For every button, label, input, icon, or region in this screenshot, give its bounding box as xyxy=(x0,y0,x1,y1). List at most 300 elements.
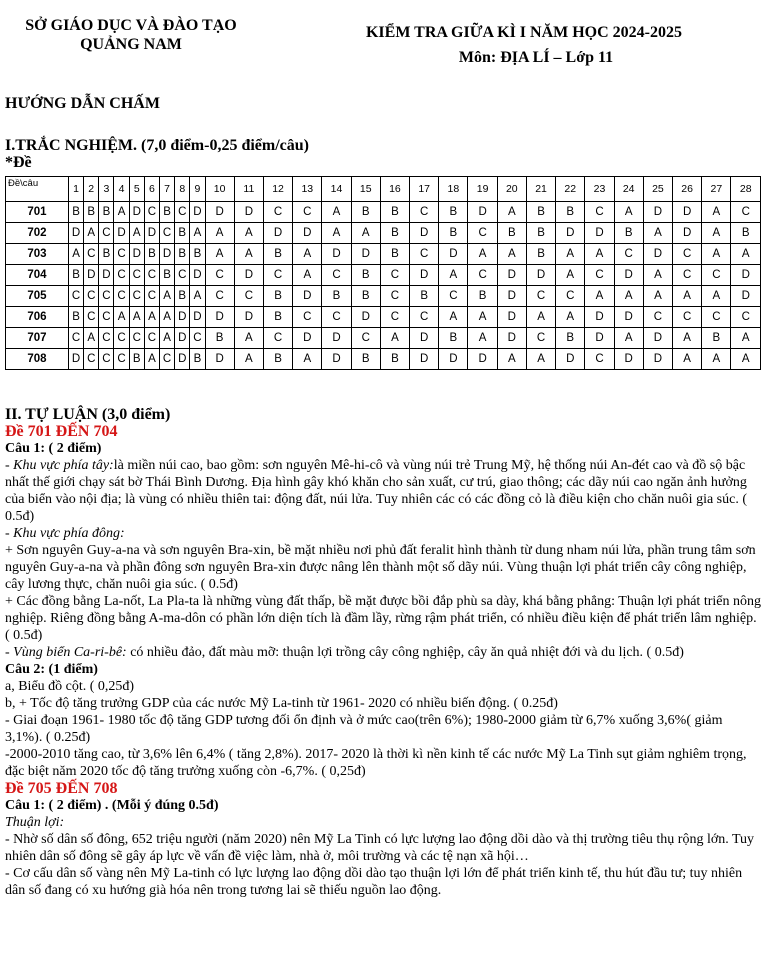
answer-cell: C xyxy=(84,286,99,307)
answer-cell: C xyxy=(175,265,190,286)
answer-cell: A xyxy=(205,244,234,265)
answer-cell: A xyxy=(234,244,263,265)
answer-cell: C xyxy=(380,307,409,328)
question-number: 6 xyxy=(144,177,159,202)
answer-cell: B xyxy=(468,286,497,307)
answer-cell: C xyxy=(322,307,351,328)
answer-cell: D xyxy=(731,265,761,286)
answer-cell: D xyxy=(439,349,468,370)
answer-row xyxy=(6,349,761,370)
question-number: 14 xyxy=(322,177,351,202)
answer-cell: A xyxy=(673,349,702,370)
answer-cell: B xyxy=(702,328,731,349)
answer-cell: C xyxy=(643,307,672,328)
answer-cell: D xyxy=(68,223,83,244)
answer-cell: A xyxy=(144,349,159,370)
answer-row xyxy=(6,286,761,307)
group1-title: Đề 701 ĐẾN 704 xyxy=(5,423,118,440)
answer-cell: B xyxy=(263,286,292,307)
answer-cell: D xyxy=(234,202,263,223)
answer-cell: D xyxy=(129,202,144,223)
answer-cell: A xyxy=(643,223,672,244)
answer-cell: C xyxy=(114,244,129,265)
exam-code: 707 xyxy=(6,328,69,349)
answer-cell: D xyxy=(497,286,526,307)
answer-cell: C xyxy=(190,328,205,349)
answer-cell: C xyxy=(263,328,292,349)
answer-cell: B xyxy=(190,244,205,265)
answer-cell: A xyxy=(234,349,263,370)
g1-question1-title: Câu 1: ( 2 điểm) xyxy=(5,441,102,456)
answer-cell: C xyxy=(263,265,292,286)
answer-cell: C xyxy=(175,202,190,223)
answer-cell: D xyxy=(643,349,672,370)
answer-row xyxy=(6,328,761,349)
answer-cell: A xyxy=(702,223,731,244)
question-number: 24 xyxy=(614,177,643,202)
answer-cell: A xyxy=(702,349,731,370)
answer-cell: A xyxy=(468,307,497,328)
answer-cell: B xyxy=(144,244,159,265)
answer-cell: A xyxy=(190,286,205,307)
section1-heading xyxy=(5,137,309,171)
answer-cell: D xyxy=(293,328,322,349)
answer-cell: C xyxy=(585,349,614,370)
answer-cell: C xyxy=(673,265,702,286)
answer-cell: C xyxy=(129,286,144,307)
answer-cell: C xyxy=(468,265,497,286)
answer-cell: B xyxy=(68,307,83,328)
answer-cell: A xyxy=(614,286,643,307)
answer-cell: C xyxy=(293,307,322,328)
section1-title: I.TRẮC NGHIỆM. (7,0 điểm-0,25 điểm/câu) xyxy=(5,137,309,154)
g1-carib-text: có nhiều đảo, đất màu mỡ: thuận lợi trồng cây công nghiệp, cây ăn quả nhiệt đới và du lịch. ( 0.5đ) xyxy=(126,645,684,660)
answer-cell: D xyxy=(190,202,205,223)
answer-cell: C xyxy=(160,223,175,244)
g1-west-paragraph xyxy=(5,457,761,525)
answer-cell: B xyxy=(380,202,409,223)
answer-cell: D xyxy=(673,223,702,244)
answer-cell: C xyxy=(144,265,159,286)
answer-cell: B xyxy=(160,202,175,223)
answer-cell: B xyxy=(68,202,83,223)
answer-cell: B xyxy=(439,223,468,244)
question-number: 25 xyxy=(643,177,672,202)
answer-cell: D xyxy=(585,307,614,328)
answer-cell: A xyxy=(731,244,761,265)
answer-cell: B xyxy=(263,349,292,370)
answer-cell: D xyxy=(731,286,761,307)
answer-cell: B xyxy=(439,202,468,223)
answer-cell: A xyxy=(614,328,643,349)
answer-cell: A xyxy=(556,244,585,265)
answer-cell: D xyxy=(526,265,555,286)
answer-cell: D xyxy=(129,244,144,265)
answer-cell: D xyxy=(614,265,643,286)
question-number: 20 xyxy=(497,177,526,202)
answer-cell: D xyxy=(351,307,380,328)
answer-cell: A xyxy=(702,202,731,223)
answer-cell: A xyxy=(322,223,351,244)
answer-cell: B xyxy=(84,202,99,223)
answer-cell: C xyxy=(585,265,614,286)
answer-cell: A xyxy=(160,328,175,349)
answer-cell: D xyxy=(293,286,322,307)
g1-q2-d: -2000-2010 tăng cao, từ 3,6% lên 6,4% ( tăng 2,8%). 2017- 2020 là thời kì nền kinh tế các nước Mỹ La Tinh sụt giảm nghiêm trọng, đặc biệt năm 2020 tốc độ tăng trưởng xuống còn -6,7%. ( 0,25đ) xyxy=(5,747,747,779)
g1-carib-paragraph xyxy=(5,644,761,661)
answer-cell: D xyxy=(99,265,114,286)
answer-cell: D xyxy=(322,244,351,265)
answer-cell: C xyxy=(99,286,114,307)
question-number: 16 xyxy=(380,177,409,202)
answer-cell: A xyxy=(84,328,99,349)
answer-cell: D xyxy=(68,349,83,370)
answer-cell: A xyxy=(731,349,761,370)
answer-cell: C xyxy=(114,265,129,286)
answer-cell: D xyxy=(556,349,585,370)
answer-cell: B xyxy=(380,349,409,370)
question-number: 7 xyxy=(160,177,175,202)
answer-row xyxy=(6,223,761,244)
g1-q2-c: - Giai đoạn 1961- 1980 tốc độ tăng GDP tương đối ổn định và ở mức cao(trên 6%); 1980-2000 giảm từ 6,7% xuống 3,6%( giảm 3,1%). ( 0.25đ) xyxy=(5,713,723,745)
answer-cell: B xyxy=(439,328,468,349)
answer-cell: D xyxy=(114,223,129,244)
answer-cell: A xyxy=(439,307,468,328)
answer-cell: D xyxy=(190,307,205,328)
answer-cell: C xyxy=(144,286,159,307)
exam-subject: Môn: ĐỊA LÍ – Lớp 11 xyxy=(458,49,614,66)
answer-cell: A xyxy=(585,286,614,307)
question-number: 21 xyxy=(526,177,555,202)
essay-section xyxy=(5,406,761,899)
answer-cell: A xyxy=(497,202,526,223)
answer-cell: C xyxy=(526,328,555,349)
answer-cell: A xyxy=(731,328,761,349)
question-number: 4 xyxy=(114,177,129,202)
answer-cell: B xyxy=(556,202,585,223)
answer-cell: C xyxy=(84,349,99,370)
answer-cell: A xyxy=(556,307,585,328)
answer-cell: B xyxy=(351,202,380,223)
answer-cell: A xyxy=(497,349,526,370)
answer-cell: B xyxy=(322,286,351,307)
answer-cell: A xyxy=(190,223,205,244)
question-number: 22 xyxy=(556,177,585,202)
answer-cell: C xyxy=(129,328,144,349)
answer-cell: C xyxy=(585,202,614,223)
answer-cell: B xyxy=(380,244,409,265)
answer-cell: B xyxy=(380,223,409,244)
group2-title: Đề 705 ĐẾN 708 xyxy=(5,780,118,797)
answer-cell: D xyxy=(205,349,234,370)
answer-cell: D xyxy=(263,223,292,244)
answer-cell: D xyxy=(322,349,351,370)
answer-cell: A xyxy=(643,286,672,307)
question-number: 12 xyxy=(263,177,292,202)
exam-code: 708 xyxy=(6,349,69,370)
exam-header xyxy=(282,20,766,70)
answer-header-row xyxy=(6,177,761,202)
answer-cell: D xyxy=(293,223,322,244)
answer-cell: C xyxy=(673,244,702,265)
exam-code: 703 xyxy=(6,244,69,265)
answer-cell: B xyxy=(526,202,555,223)
answer-cell: C xyxy=(99,328,114,349)
answer-cell: C xyxy=(293,202,322,223)
answer-cell: A xyxy=(673,328,702,349)
answer-cell: C xyxy=(99,223,114,244)
answer-cell: D xyxy=(160,244,175,265)
g2-question1-title: Câu 1: ( 2 điểm) . (Mỗi ý đúng 0.5đ) xyxy=(5,798,219,813)
answer-cell: B xyxy=(175,223,190,244)
answer-cell: A xyxy=(293,265,322,286)
answer-cell: D xyxy=(497,328,526,349)
answer-cell: A xyxy=(144,307,159,328)
answer-cell: C xyxy=(380,286,409,307)
g1-question2-title: Câu 2: (1 điểm) xyxy=(5,662,98,677)
question-number: 18 xyxy=(439,177,468,202)
g1-east-text2: + Các đồng bằng La-nốt, La Pla-ta là những vùng đất thấp, bề mặt được bồi đắp phù sa dày, khá bằng phẳng: Thuận lợi phát triển nông nghiệp. Riêng đồng bằng A-ma-dôn có phần lớn diện tích là đầm lầy, rừng rậm phát triển, có nhiều điều kiện để phát triển lâm nghiệp. ( 0.5đ) xyxy=(5,594,761,643)
answer-cell: D xyxy=(497,265,526,286)
answer-cell: B xyxy=(160,265,175,286)
answer-cell: C xyxy=(351,328,380,349)
answer-cell: D xyxy=(643,202,672,223)
answer-cell: C xyxy=(263,202,292,223)
answer-cell: C xyxy=(99,307,114,328)
answer-cell: C xyxy=(556,286,585,307)
document-title: HƯỚNG DẪN CHẤM xyxy=(5,95,160,112)
answer-cell: A xyxy=(468,244,497,265)
answer-cell: A xyxy=(234,328,263,349)
answer-cell: B xyxy=(410,286,439,307)
answer-cell: C xyxy=(114,286,129,307)
answer-cell: B xyxy=(175,286,190,307)
g1-q2-b: b, + Tốc độ tăng trưởng GDP của các nước Mỹ La-tinh từ 1961- 2020 có nhiều biến động. ( 0.25đ) xyxy=(5,696,558,711)
answer-row xyxy=(6,265,761,286)
answer-cell: D xyxy=(175,307,190,328)
answer-cell: C xyxy=(468,223,497,244)
answer-cell: A xyxy=(643,265,672,286)
answer-cell: C xyxy=(144,202,159,223)
question-number: 8 xyxy=(175,177,190,202)
answer-cell: A xyxy=(205,223,234,244)
answer-cell: A xyxy=(160,307,175,328)
answer-cell: A xyxy=(439,265,468,286)
answer-cell: A xyxy=(129,223,144,244)
section2-heading: II. TỰ LUẬN (3,0 điểm) xyxy=(5,406,171,423)
question-number: 17 xyxy=(410,177,439,202)
answer-cell: D xyxy=(643,328,672,349)
answer-cell: D xyxy=(468,202,497,223)
answer-cell: A xyxy=(351,223,380,244)
exam-code: 704 xyxy=(6,265,69,286)
answer-cell: A xyxy=(234,223,263,244)
answer-cell: A xyxy=(114,202,129,223)
answer-cell: D xyxy=(175,328,190,349)
answer-cell: A xyxy=(702,244,731,265)
answer-cell: D xyxy=(614,349,643,370)
answer-cell: D xyxy=(585,223,614,244)
answer-cell: D xyxy=(439,244,468,265)
answer-cell: A xyxy=(160,286,175,307)
answer-cell: A xyxy=(380,328,409,349)
answer-cell: C xyxy=(114,349,129,370)
question-number: 11 xyxy=(234,177,263,202)
section1-sub: *Đề xyxy=(5,154,32,171)
answer-cell: C xyxy=(439,286,468,307)
answer-cell: B xyxy=(351,349,380,370)
question-number: 26 xyxy=(673,177,702,202)
question-number: 19 xyxy=(468,177,497,202)
answer-cell: C xyxy=(410,202,439,223)
question-number: 15 xyxy=(351,177,380,202)
answer-cell: A xyxy=(614,202,643,223)
g2-advantage-label: Thuận lợi: xyxy=(5,815,65,830)
g2-advantage-text2: - Cơ cấu dân số vàng nên Mỹ La-tinh có lực lượng lao động dồi dào tạo thuận lợi lớn để phát triển kinh tế, thu hút đầu tư; tuy nhiên dân số đang có xu hướng già hóa nên trong tương lai sẽ thiếu nguồn lao động. xyxy=(5,866,743,898)
answer-cell: B xyxy=(497,223,526,244)
answer-cell: A xyxy=(702,286,731,307)
answer-cell: D xyxy=(175,349,190,370)
answer-cell: C xyxy=(410,307,439,328)
answer-cell: C xyxy=(99,349,114,370)
answer-cell: D xyxy=(643,244,672,265)
answer-cell: B xyxy=(614,223,643,244)
answer-cell: A xyxy=(673,286,702,307)
question-number: 13 xyxy=(293,177,322,202)
answer-cell: C xyxy=(68,286,83,307)
answer-cell: C xyxy=(380,265,409,286)
department-header xyxy=(0,16,262,54)
question-number: 23 xyxy=(585,177,614,202)
answer-cell: D xyxy=(351,244,380,265)
answer-cell: B xyxy=(99,202,114,223)
g1-west-label: - Khu vực phía tây: xyxy=(5,458,114,473)
answer-cell: C xyxy=(702,265,731,286)
answer-cell: C xyxy=(84,244,99,265)
answer-cell: C xyxy=(614,244,643,265)
answer-cell: C xyxy=(129,265,144,286)
answer-cell: B xyxy=(351,265,380,286)
answer-cell: B xyxy=(526,244,555,265)
answer-row xyxy=(6,307,761,328)
answer-cell: D xyxy=(673,202,702,223)
answer-cell: A xyxy=(468,328,497,349)
answer-cell: B xyxy=(175,244,190,265)
answer-cell: A xyxy=(84,223,99,244)
answer-cell: C xyxy=(84,307,99,328)
exam-code: 701 xyxy=(6,202,69,223)
answer-cell: C xyxy=(205,286,234,307)
answer-row xyxy=(6,202,761,223)
question-number: 5 xyxy=(129,177,144,202)
answer-cell: B xyxy=(526,223,555,244)
answer-cell: D xyxy=(234,265,263,286)
g1-carib-label: - Vùng biển Ca-ri-bê: xyxy=(5,645,127,660)
answer-cell: D xyxy=(410,349,439,370)
answer-cell: D xyxy=(468,349,497,370)
answer-cell: B xyxy=(68,265,83,286)
exam-code: 705 xyxy=(6,286,69,307)
answer-cell: A xyxy=(322,202,351,223)
answer-cell: C xyxy=(731,307,761,328)
answer-cell: C xyxy=(234,286,263,307)
answer-cell: C xyxy=(68,328,83,349)
answer-cell: D xyxy=(234,307,263,328)
g1-east-text1: + Sơn nguyên Guy-a-na và sơn nguyên Bra-xin, bề mặt nhiều nơi phủ đất feralit hình thành từ dung nham núi lửa, phần trung tâm sơn nguyên Guy-a-na và phần đông sơn nguyên Bra-xin được nâng lên thành một số dãy núi. Vùng thuận lợi phát triển cây công nghiệp, cây lương thực, chăn nuôi gia súc. ( 0.5đ) xyxy=(5,543,756,592)
answer-cell: C xyxy=(702,307,731,328)
answer-cell: B xyxy=(556,328,585,349)
question-number: 1 xyxy=(68,177,83,202)
answer-cell: A xyxy=(526,349,555,370)
answer-cell: A xyxy=(585,244,614,265)
answer-cell: A xyxy=(526,307,555,328)
exam-code: 706 xyxy=(6,307,69,328)
answer-cell: C xyxy=(322,265,351,286)
province-name: QUẢNG NAM xyxy=(80,36,182,53)
answer-cell: D xyxy=(556,223,585,244)
corner-label: Đề\câu xyxy=(6,177,69,202)
answer-cell: D xyxy=(614,307,643,328)
g2-advantage-text1: - Nhờ số dân số đông, 652 triệu người (năm 2020) nên Mỹ La Tinh có lực lượng lao động dồi dào và thị trường tiêu thụ rộng lớn. Tuy nhiên dân số đông sẽ gây áp lực về vấn đề việc làm, nhà ở, môi trường và các tệ nạn xã hội… xyxy=(5,832,755,864)
g1-east-label: - Khu vực phía đông: xyxy=(5,526,125,541)
answer-cell: D xyxy=(322,328,351,349)
answer-cell: A xyxy=(293,244,322,265)
answer-cell: C xyxy=(160,349,175,370)
answer-cell: D xyxy=(144,223,159,244)
answer-cell: C xyxy=(410,244,439,265)
answer-cell: B xyxy=(205,328,234,349)
question-number: 9 xyxy=(190,177,205,202)
answer-cell: D xyxy=(205,202,234,223)
question-number: 28 xyxy=(731,177,761,202)
question-number: 3 xyxy=(99,177,114,202)
g1-q2-a: a, Biểu đồ cột. ( 0,25đ) xyxy=(5,679,135,694)
answer-cell: D xyxy=(410,223,439,244)
answer-cell: B xyxy=(351,286,380,307)
answer-cell: C xyxy=(731,202,761,223)
answer-cell: A xyxy=(497,244,526,265)
answer-cell: D xyxy=(84,265,99,286)
department-name: SỞ GIÁO DỤC VÀ ĐÀO TẠO xyxy=(25,17,237,34)
answer-cell: D xyxy=(410,328,439,349)
answer-cell: B xyxy=(263,307,292,328)
answer-cell: C xyxy=(114,328,129,349)
answer-cell: C xyxy=(673,307,702,328)
answer-key-table xyxy=(5,176,761,370)
exam-title: KIỂM TRA GIỮA KÌ I NĂM HỌC 2024-2025 xyxy=(365,24,682,41)
answer-cell: D xyxy=(410,265,439,286)
question-number: 2 xyxy=(84,177,99,202)
answer-cell: A xyxy=(556,265,585,286)
answer-cell: C xyxy=(526,286,555,307)
answer-cell: C xyxy=(205,265,234,286)
question-number: 10 xyxy=(205,177,234,202)
answer-cell: C xyxy=(144,328,159,349)
answer-cell: A xyxy=(293,349,322,370)
answer-row xyxy=(6,244,761,265)
answer-cell: A xyxy=(114,307,129,328)
answer-cell: D xyxy=(497,307,526,328)
answer-cell: D xyxy=(585,328,614,349)
answer-cell: B xyxy=(731,223,761,244)
answer-cell: A xyxy=(68,244,83,265)
answer-cell: B xyxy=(99,244,114,265)
answer-cell: B xyxy=(129,349,144,370)
answer-cell: A xyxy=(129,307,144,328)
answer-cell: B xyxy=(190,349,205,370)
answer-cell: B xyxy=(263,244,292,265)
g1-west-text: là miền núi cao, bao gồm: sơn nguyên Mê-hi-cô và vùng núi trẻ Trung Mỹ, hệ thống núi An-đét cao và đồ sộ bậc nhất thế giới chạy sát bờ Thái Bình Dương. Địa hình gây khó khăn cho sản xuất, cư trú, giao thông; các dãy núi cao ngăn ảnh hưởng của biển vào nội địa; là vùng có nhiều thiên tai: động đất, núi lửa. Tuy nhiên các có các đồng cỏ là điều kiện cho chăn nuôi gia súc. ( 0.5đ) xyxy=(5,458,747,524)
